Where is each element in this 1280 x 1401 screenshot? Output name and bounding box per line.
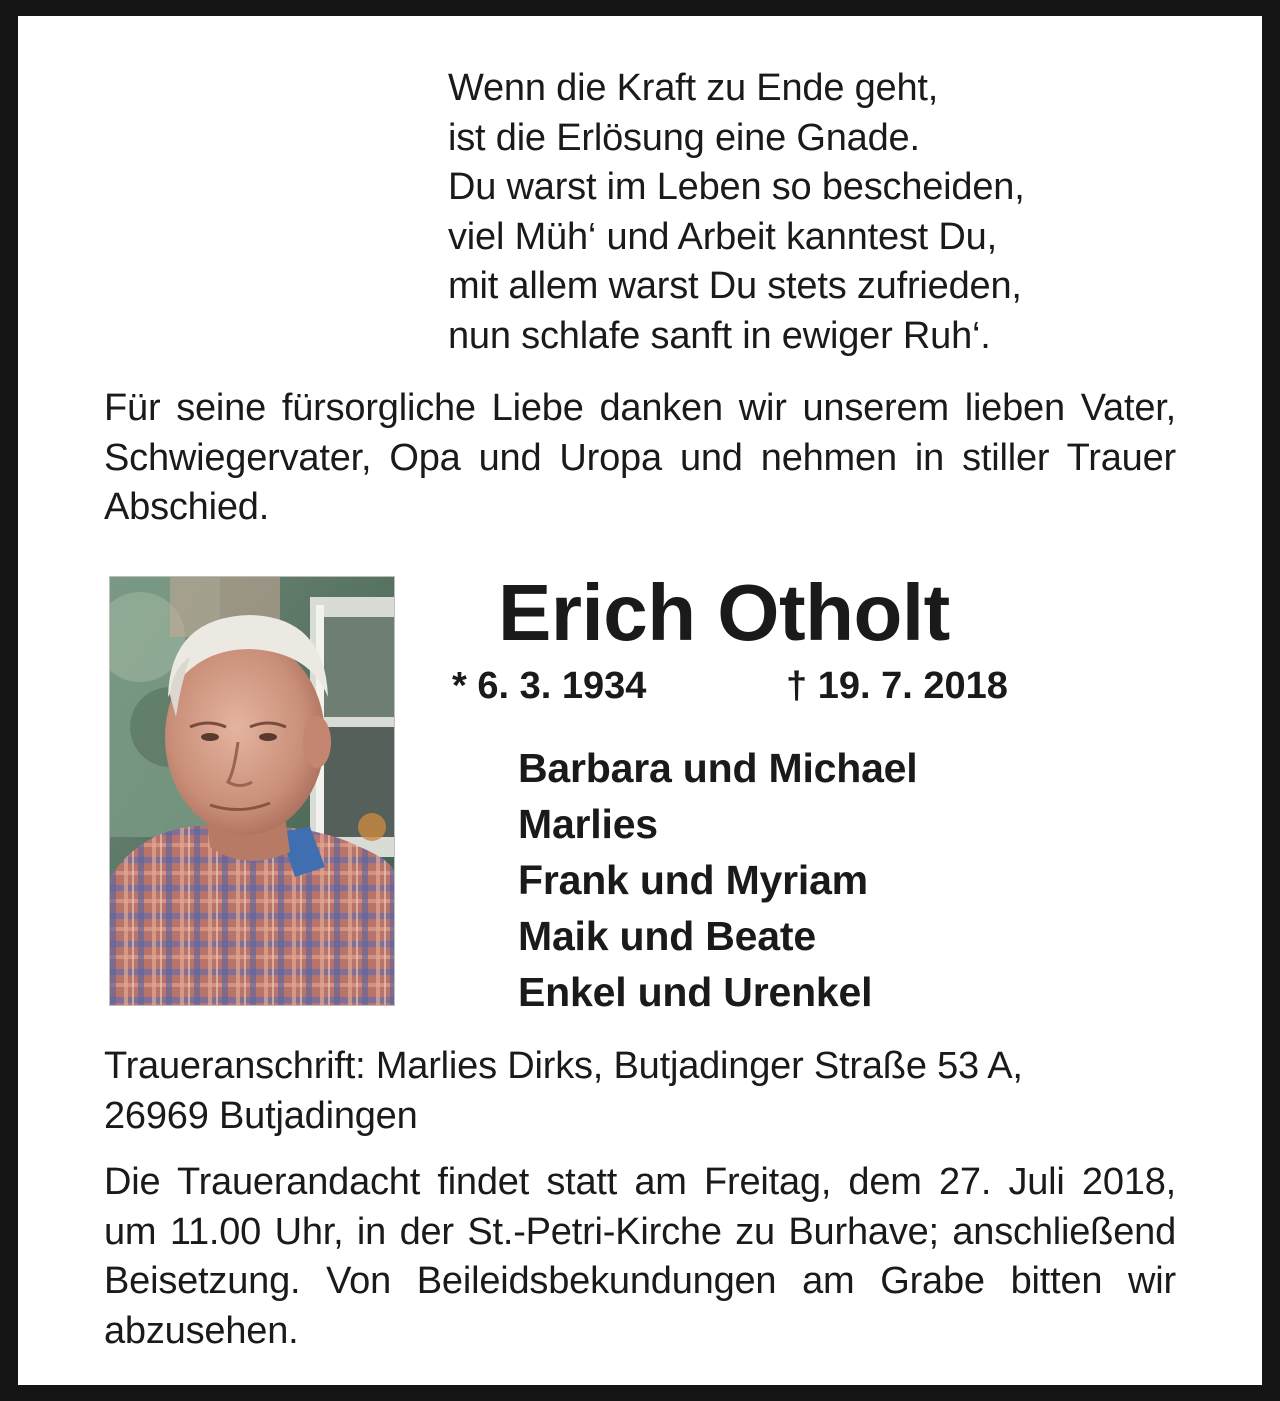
mourning-address <box>104 1042 1176 1141</box>
mourners-list <box>518 740 917 1020</box>
birth-date: * 6. 3. 1934 <box>452 665 647 707</box>
portrait-photo <box>109 576 395 1006</box>
intro-paragraph: Für seine fürsorgliche Liebe danken wir unserem lieben Vater, Schwiegervater, Opa und Uropa und nehmen in stiller Trauer Abschied. <box>104 387 1176 528</box>
poem-line: nun schlafe sanft in ewiger Ruh‘. <box>448 314 991 357</box>
mourner-entry: Frank und Myriam <box>518 857 868 903</box>
deceased-name: Erich Otholt <box>498 568 950 657</box>
poem-line: viel Müh‘ und Arbeit kanntest Du, <box>448 215 997 258</box>
poem-line: mit allem warst Du stets zufrieden, <box>448 265 1022 307</box>
death-date: † 19. 7. 2018 <box>786 665 1008 707</box>
mourner-entry: Marlies <box>518 801 658 847</box>
poem-line: Wenn die Kraft zu Ende geht, <box>448 67 939 109</box>
poem-line: ist die Erlösung eine Gnade. <box>448 116 920 159</box>
memorial-poem <box>448 64 1208 361</box>
service-paragraph: Die Trauerandacht findet statt am Freitag, dem 27. Juli 2018, um 11.00 Uhr, in der St.-Petri-Kirche zu Burhave; anschließend Beisetzung. Von Beileidsbekundungen am Grabe bitten wir abzusehen. <box>104 1161 1176 1352</box>
address-line: Traueranschrift: Marlies Dirks, Butjadinger Straße 53 A, <box>104 1045 1023 1087</box>
poem-line: Du warst im Leben so bescheiden, <box>448 166 1025 208</box>
mourner-entry: Maik und Beate <box>518 913 816 959</box>
address-line: 26969 Butjadingen <box>104 1094 418 1137</box>
mourner-entry: Barbara und Michael <box>518 745 918 791</box>
mourner-entry: Enkel und Urenkel <box>518 969 873 1015</box>
